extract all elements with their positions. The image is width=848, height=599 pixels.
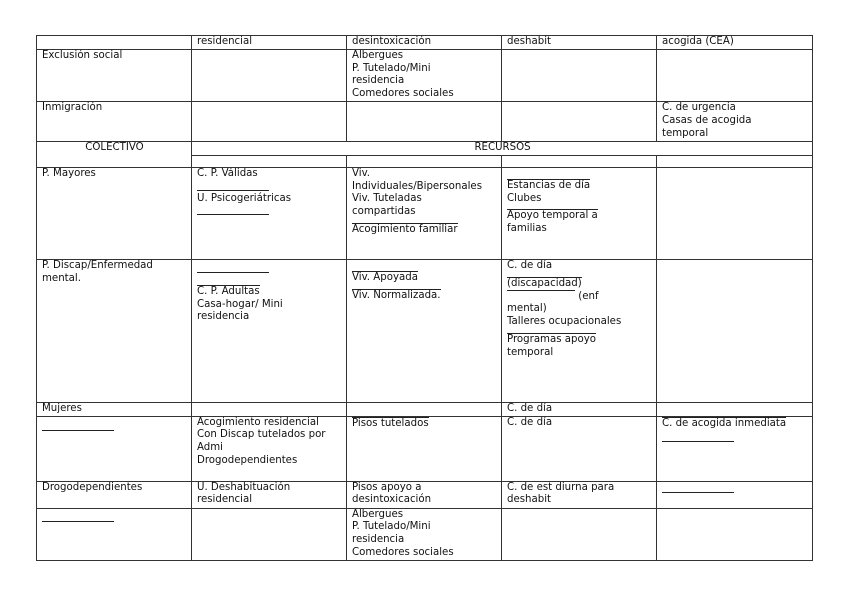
cell-text: Clubes [507, 192, 542, 204]
cell-drogo-sub-residencial [192, 416, 347, 481]
cell-text: Acogimiento familiar [352, 223, 458, 235]
spacer-cell [657, 155, 813, 167]
cell-mayores-acogida [657, 167, 813, 259]
cell-text: C. de día [507, 259, 553, 271]
cell-mayores-deshabit [502, 167, 657, 259]
recursos-heading: RECURSOS [192, 141, 813, 155]
cell-text: Pisos tutelados [352, 417, 429, 429]
cell-discap-acogida [657, 259, 813, 402]
cell-last-acogida [657, 508, 813, 560]
header-acogida: acogida (CEA) [657, 36, 813, 50]
cell-discap-desintox [347, 259, 502, 402]
cell-drogo-deshabit [502, 481, 657, 508]
colectivo-heading: COLECTIVO [37, 141, 192, 167]
cell-text: Comedores sociales [352, 88, 454, 100]
row-label-mujeres: Mujeres [37, 402, 192, 416]
header-desintoxicacion: desintoxicación [347, 36, 502, 50]
cell-text: Acogimiento residencial [197, 416, 319, 428]
divider-line [42, 430, 114, 431]
cell-mujeres-residencial [192, 402, 347, 416]
cell-text: residencia [352, 534, 405, 546]
cell-text: U. Deshabituación [197, 481, 291, 493]
header-cell-empty [37, 36, 192, 50]
cell-text: desintoxicación [352, 494, 432, 506]
cell-mujeres-acogida [657, 402, 813, 416]
header-residencial: residencial [192, 36, 347, 50]
cell-last-desintox [347, 508, 502, 560]
cell-text: C. P. Adultas [197, 285, 260, 297]
cell-discap-residencial [192, 259, 347, 402]
cell-text: (enf [578, 291, 599, 303]
cell-text: P. Tutelado/Mini [352, 62, 431, 74]
cell-text: mental. [42, 272, 81, 284]
divider-line [197, 214, 269, 215]
cell-inmigracion-deshabit [502, 101, 657, 141]
cell-text: Estancias de día [507, 179, 591, 191]
cell-drogo-residencial [192, 481, 347, 508]
divider-line [197, 272, 269, 273]
cell-text: Comedores sociales [352, 546, 454, 558]
cell-drogo-desintox [347, 481, 502, 508]
row-label-discap [37, 259, 192, 402]
cell-text: Viv. [352, 167, 371, 179]
header-deshabit: deshabit [502, 36, 657, 50]
spacer-cell [192, 155, 347, 167]
cell-exclusion-deshabit [502, 49, 657, 101]
cell-drogo-acogida [657, 481, 813, 508]
cell-text: Casas de acogida [662, 114, 752, 126]
cell-mayores-residencial [192, 167, 347, 259]
cell-text: U. Psicogeriátricas [197, 192, 292, 204]
cell-text: familias [507, 223, 547, 235]
cell-drogo-sub-deshabit: C. de día [502, 416, 657, 481]
cell-mujeres-desintox [347, 402, 502, 416]
cell-text: Albergues [352, 49, 404, 61]
cell-text: Drogodependientes [197, 454, 298, 466]
spacer-cell [502, 155, 657, 167]
divider-line [197, 190, 269, 191]
row-label-mayores: P. Mayores [37, 167, 192, 259]
cell-text: compartidas [352, 206, 416, 218]
cell-text: residencia [352, 75, 405, 87]
cell-text: Pisos apoyo a [352, 481, 422, 493]
cell-text: C. P. Válidas [197, 167, 258, 179]
cell-text: P. Discap/Enfermedad [42, 259, 153, 271]
table-row-mujeres [37, 402, 813, 416]
cell-inmigracion-desintox [347, 101, 502, 141]
row-label-blank [37, 416, 192, 481]
cell-text: (discapacidad) [507, 277, 582, 289]
cell-text: C. de acogida inmediata [662, 417, 787, 429]
table-row-inmigracion [37, 101, 813, 141]
cell-text: Programas apoyo [507, 333, 596, 345]
row-label-inmigracion: Inmigración [37, 101, 192, 141]
cell-text: Viv. Apoyada [352, 271, 418, 283]
cell-text: temporal [507, 346, 554, 358]
cell-text: Individuales/Bipersonales [352, 180, 483, 192]
cell-mayores-desintox [347, 167, 502, 259]
table-row-colectivo [37, 141, 813, 155]
cell-last-residencial [192, 508, 347, 560]
divider-line [42, 521, 114, 522]
cell-text: Apoyo temporal a [507, 210, 598, 222]
divider-line [662, 492, 734, 493]
spacer-cell [347, 155, 502, 167]
cell-exclusion-residencial [192, 49, 347, 101]
table-row-exclusion [37, 49, 813, 101]
cell-text: Admi [197, 442, 224, 454]
cell-drogo-sub-acogida [657, 416, 813, 481]
cell-text: C. de urgencia [662, 101, 736, 113]
cell-text: Talleres ocupacionales [507, 315, 622, 327]
table-row-last [37, 508, 813, 560]
cell-discap-deshabit [502, 259, 657, 402]
divider-line [662, 441, 734, 442]
cell-text: Casa-hogar/ Mini [197, 298, 283, 310]
cell-text: C. de est diurna para [507, 481, 615, 493]
cell-text: P. Tutelado/Mini [352, 521, 431, 533]
row-label-drogo: Drogodependientes [37, 481, 192, 508]
cell-text: mental) [507, 303, 547, 315]
table-row-drogo-sub [37, 416, 813, 481]
cell-drogo-sub-desintox [347, 416, 502, 481]
row-label-exclusion: Exclusión social [37, 49, 192, 101]
table-row-discap [37, 259, 813, 402]
cell-text: Con Discap tutelados por [197, 429, 326, 441]
cell-inmigracion-residencial [192, 101, 347, 141]
resources-table [36, 35, 813, 561]
cell-text: residencial [197, 494, 253, 506]
row-label-blank [37, 508, 192, 560]
cell-exclusion-desintox [347, 49, 502, 101]
table-row-drogo [37, 481, 813, 508]
table-row-mayores [37, 167, 813, 259]
header-row [37, 36, 813, 50]
cell-exclusion-acogida [657, 49, 813, 101]
cell-text: Viv. Normalizada. [352, 289, 441, 301]
cell-text: residencia [197, 311, 250, 323]
cell-text: deshabit [507, 494, 552, 506]
cell-inmigracion-acogida [657, 101, 813, 141]
cell-text: Viv. Tuteladas [352, 193, 422, 205]
cell-text: Albergues [352, 508, 404, 520]
cell-mujeres-deshabit: C. de día [502, 402, 657, 416]
cell-last-deshabit [502, 508, 657, 560]
cell-text: temporal [662, 127, 709, 139]
